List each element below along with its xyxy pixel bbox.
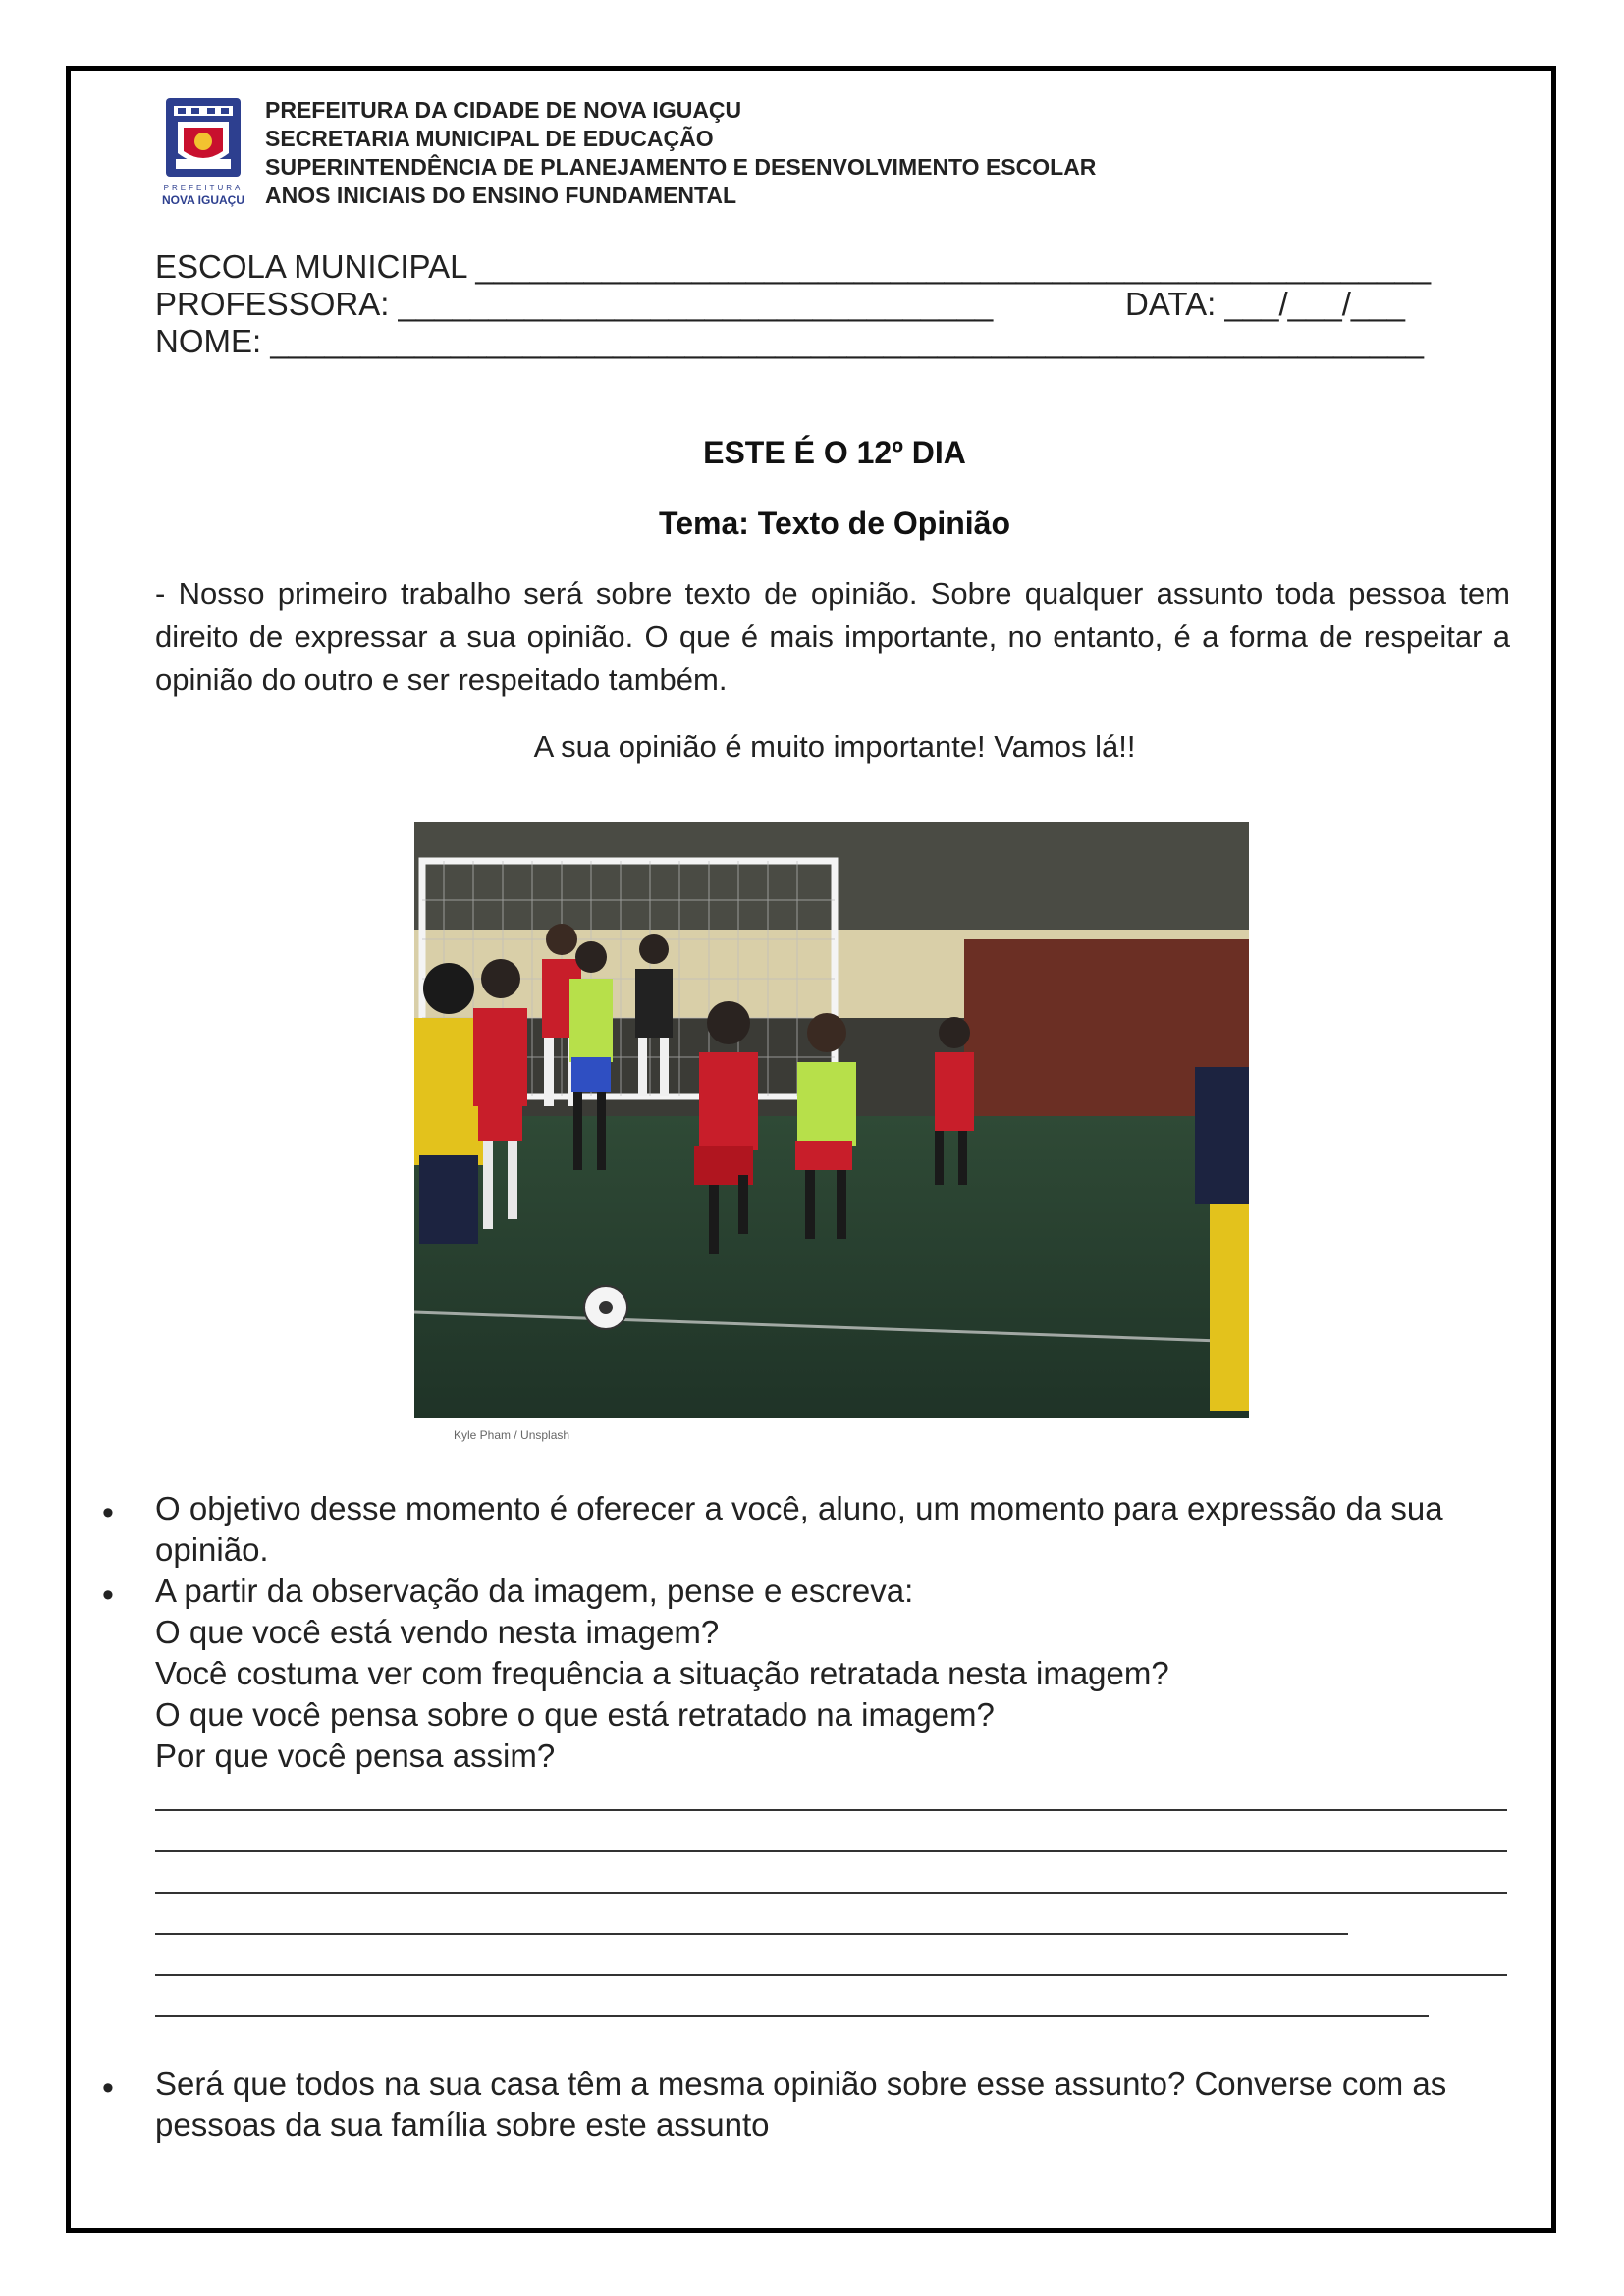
photo-credit: Kyle Pham / Unsplash [454,1428,570,1442]
intro-paragraph: - Nosso primeiro trabalho será sobre texto de opinião. Sobre qualquer assunto toda pessoa tem direito de expressar a sua opinião. O que é mais importante, no entanto, é a forma de respeitar a opinião do outro e ser respeitado também. [155,576,1510,697]
answer-line-3[interactable] [155,1892,1507,1894]
teacher-field[interactable]: PROFESSORA: _________________________________ [155,286,994,322]
header-line-1: PREFEITURA DA CIDADE DE NOVA IGUAÇU [265,97,742,123]
day-title: ESTE É O 12º DIA [703,435,966,470]
school-field[interactable]: ESCOLA MUNICIPAL _____________________________________________________ [155,248,1432,285]
bullet-3-marker: • [102,2069,114,2107]
logo-caption-top: PREFEITURA [163,184,244,192]
bullet-1-text: O objetivo desse momento é oferecer a você, aluno, um momento para expressão da sua opinião. [155,1490,1443,1568]
bullet-2-text [155,1571,1510,1777]
date-field[interactable]: DATA: ___/___/___ [1125,286,1405,322]
city-crest-logo [152,96,254,214]
header-line-2: SECRETARIA MUNICIPAL DE EDUCAÇÃO [265,126,714,151]
bullet-2-line-1: A partir da observação da imagem, pense e escreva: [155,1573,914,1609]
bullet-2-line-5: Por que você pensa assim? [155,1737,556,1774]
answer-line-1[interactable] [155,1809,1507,1811]
logo-caption-bottom: NOVA IGUAÇU [162,193,244,207]
slogan: A sua opinião é muito importante! Vamos lá!! [533,729,1136,764]
bullet-2-line-2: O que você está vendo nesta imagem? [155,1614,720,1650]
header-line-4: ANOS INICIAIS DO ENSINO FUNDAMENTAL [265,183,737,208]
bullet-3-text: Será que todos na sua casa têm a mesma opinião sobre esse assunto? Converse com as pessoas da sua família sobre este assunto [155,2065,1447,2143]
answer-line-4[interactable] [155,1933,1348,1935]
answer-line-6[interactable] [155,2015,1429,2017]
name-field[interactable]: NOME: ________________________________________________________________ [155,323,1424,359]
bullet-2-marker: • [102,1576,114,1614]
answer-line-2[interactable] [155,1850,1507,1852]
header-line-3: SUPERINTENDÊNCIA DE PLANEJAMENTO E DESENVOLVIMENTO ESCOLAR [265,154,1097,180]
theme-title: Tema: Texto de Opinião [659,506,1010,541]
answer-line-5[interactable] [155,1974,1507,1976]
bullet-2-line-3: Você costuma ver com frequência a situação retratada nesta imagem? [155,1655,1169,1691]
bullet-1-marker: • [102,1494,114,1531]
institution-header [265,96,1096,210]
soccer-photo [414,822,1249,1418]
bullet-2-line-4: O que você pensa sobre o que está retratado na imagem? [155,1696,995,1733]
